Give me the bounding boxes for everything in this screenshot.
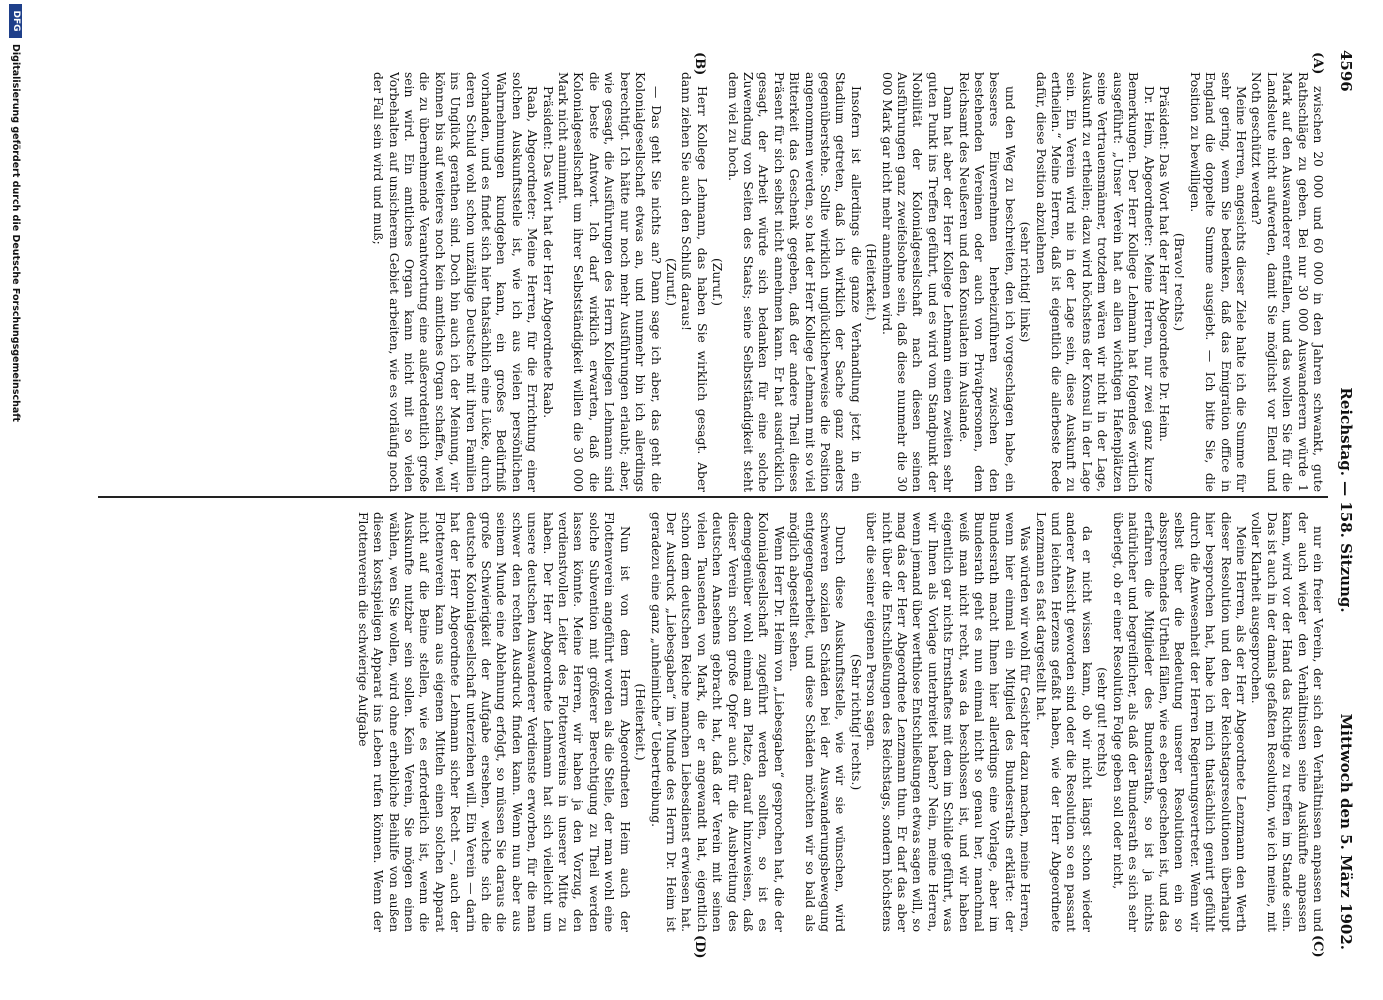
margin-marker-c: (C): [1310, 935, 1325, 958]
paragraph: Präsident: Das Wort hat der Herr Abgeordnete Dr. Heim.: [1156, 86, 1171, 442]
interjection: (Zuruf.): [663, 258, 678, 306]
interjection: (Bravo! rechts.): [1172, 232, 1187, 332]
paragraph: — Das geht Sie nichts an? Dann sage ich aber, das geht die Kolonialgesellschaft etwas an, und nunmehr bin ich allerdings berechtigt. Ich hätte nur noch mehr Ausführungen erlaubt; aber, wie gesagt, die Ausführungen des Herrn Kollegen Lehmann sind die beste Antwort. Ich darf wirklich erwarten, daß die Kolonialgesellschaft um ihrer Selbstständigkeit willen die 30 000 Mark nicht annimmt.: [556, 72, 663, 492]
funding-credit: Digitalisierung gefördert durch die Deutsche Forschungsgemeinschaft: [10, 44, 21, 422]
dfg-logo: DFG: [9, 4, 22, 38]
paragraph: Herr Kollege Lehmann, das haben Sie wirklich gesagt. Aber dann ziehen Sie auch den Schluß daraus!: [679, 72, 709, 492]
paragraph: Durch diese Auskunftsstelle, wie wir sie wünschen, wird schweren sozialen Schäden bei der Auswanderungsbewegung entgegengearbeitet, und diese Schäden möchten wir so bald als möglich abgestellt sehen.: [787, 512, 848, 932]
paragraph: Dann hat aber der Herr Kollege Lehmann einen zweiten sehr guten Punkt ins Treffen geführt, und es wird vom Standpunkt der Nobilität der Kolonialgesellschaft nach diesen seinen Ausführungen ganz zweifelsohne sein, daß diese nunmehr die 30 000 Mark gar nicht mehr annehmen wird.: [879, 72, 956, 492]
paragraph: Wenn Herr Dr. Heim von „Liebesgaben“ gesprochen hat, die der Kolonialgesellschaft zugeführt werden sollten, so ist es demgegenüber wohl einmal am Platze, darauf hinzuweisen, daß dieser Verein schon große Opfer auch für die Ausbreitung des deutschen Ansehens gebracht hat, daß der Verein mit seinen vielen Tausenden von Mark, die er angewandt hat, eigentlich schon dem deutschen Reiche manchen Liebesdienst erwiesen hat. Der Ausdruck „Liebesgaben“ im Munde des Herrn Dr. Heim ist geradezu eine ganz „unheimliche“ Uebertreibung.: [648, 512, 786, 932]
paragraph: Insofern ist allerdings die ganze Verhandlung jetzt in ein Stadium getreten, daß ich wirklich der Sache ganz anders gegenüberstehe. Sollte wirklich unglücklicherweise die Position angenommen werden, so hat der Herr Kollege Lehmann mit so viel Bitterkeit das Geschenk gegeben, daß der andere Theil dieses Präsent für sich selbst nicht annehmen kann. Er hat ausdrücklich gesagt, der Arbeit würde sich bedanken für eine solche Zuwendung von Seiten des Staats; seine Selbstständigkeit steht dem viel zu hoch.: [725, 72, 863, 492]
right-column: [100, 512, 1325, 932]
paragraph: Präsident: Das Wort hat der Herr Abgeordnete Raab.: [540, 86, 555, 419]
page-header: [1333, 50, 1355, 950]
paragraph: nur ein freier Verein, der sich den Verhältnissen anpassen und der auch wieder den Verhältnissen seine Auskünfte anpassen kann, wird vor der Hand das Richtige zu treffen im Stande sein. Das ist auch in der damals gefaßten Resolution, wie ich meine, mit voller Klarheit ausgesprochen.: [1249, 512, 1325, 932]
interjection: (sehr gut! rechts): [1095, 667, 1110, 777]
margin-marker-b: (B): [692, 52, 707, 76]
page-number: 4596: [1337, 50, 1355, 92]
paragraph: Raab, Abgeordneter: Meine Herren, für die Errichtung einer solchen Auskunftsstelle ist, wie ich aus vielen persönlichen Wahrnehmungen kundgeben kann, ein großes Bedürfniß vorhanden, und es findet sich hier thatsächlich eine Lücke, durch deren Schuld wohl schon unzählige Deutsche mit ihren Familien ins Unglück gerathen sind. Doch bin auch ich der Meinung, wir können bis auf weiteres noch kein amtliches Organ schaffen, weil die zu übernehmende Verantwortung eine außerordentlich große sein wird. Ein amtliches Organ kann nicht mit so vielen Vorbehalten auf unsicherem Gebiet arbeiten, wie es vorläufig noch der Fall sein wird und muß;: [371, 72, 540, 492]
margin-marker-d: (D): [692, 935, 707, 959]
interjection: (Heiterkeit.): [864, 243, 879, 321]
page-title: Reichstag. — 158. Sitzung.: [1337, 387, 1355, 613]
interjection: (Sehr richtig! rechts.): [848, 653, 863, 791]
margin-marker-a: (A): [1310, 52, 1325, 75]
paragraph: zwischen 20 000 und 60 000 in den Jahren schwankt, gute Rathschläge zu geben. Bei nur 30 000 Auswanderern würde 1 Mark auf den Auswanderer entfallen, und das wollen Sie für die Landsleute nicht aufwerden, damit Sie möglichst vor Elend und Noth geschützt werden?: [1249, 72, 1325, 492]
paragraph: da er nicht wissen kann, ob wir nicht längst schon wieder anderer Ansicht geworden sind oder die Resolution so en passant und leichten Herzens gefaßt haben, wie der Herr Abgeordnete Lenzmann es fast dargestellt hat.: [1033, 512, 1094, 932]
paragraph: Meine Herren, angesichts dieser Ziele halte ich die Summe für sehr gering, wenn Sie bedenken, daß das Emigration office in England die doppelte Summe ausgiebt. — Ich bitte Sie, die Position zu bewilligen.: [1187, 72, 1248, 492]
paragraph: Meine Herren, als der Herr Abgeordnete Lenzmann den Werth dieser Resolution und den der Reichstagsresolutionen überhaupt hier besprochen hat, habe ich mich thatsächlich genirt gefühlt durch die Anwesenheit der Herren Regierungsvertreter. Wenn wir selbst über die Bedeutung unserer Resolutionen ein so abssprechendes Urtheil fällen, wie es eben geschehen ist, und das erfahren die Mitglieder des Bundesraths, so ist ja nichts natürlicher und begreiflicher, als daß der Bundesrath es sich sehr überlegt, ob er einer Resolution Folge geben soll oder nicht,: [1110, 512, 1248, 932]
paragraph: Dr. Heim, Abgeordneter: Meine Herren, nur zwei ganz kurze Bemerkungen. Der Herr Kollege Lehmann hat folgendes wörtlich ausgeführt: „Unser Verein hat an allen wichtigen Hafenplätzen seine Vertrauensmänner, trotzdem wären wir nicht in der Lage, Auskunft zu ertheilen; dazu wird höchstens der Konsul in der Lage sein. Ein Verein wird nie in der Lage sein, diese Auskunft zu ertheilen.“ Meine Herren, daß ist eigentlich die allerbeste Rede dafür, diese Position abzulehnen: [1033, 72, 1156, 492]
left-column: [100, 72, 1325, 492]
interjection: (Zuruf.): [710, 258, 725, 306]
session-date: Mittwoch den 5. März 1902.: [1337, 713, 1355, 950]
paragraph: Was würden wir wohl für Gesichter dazu machen, meine Herren, wenn hier einmal ein Mitglied des Bundesraths erklärte: der Bundesrath macht Ihnen hier allerdings eine Vorlage, aber im Bundesrath geht es nun einmal nicht so genau her, manchmal weiß man nicht recht, was da beschlossen ist, und wir haben eigentlich gar nichts Ernsthaftes mit dem im Schilde geführt, was wir Ihnen als Vorlage unterbreitet haben? Nein, meine Herren, wenn jemand über werthlose Entschließungen etwas sagen will, so mag das der Herr Abgeordnete Lenzmann thun. Er darf das aber nicht über die Entschließungen des Reichstags, sondern höchstens über die seiner eigenen Person sagen.: [864, 512, 1033, 932]
interjection: (Heiterkeit.): [633, 683, 648, 761]
interjection: (sehr richtig! links): [1018, 221, 1033, 343]
paragraph: und den Weg zu beschreiten, den ich vorgeschlagen habe, ein besseres Einvernehmen herbeizuführen zwischen den bestehenden Vereinen oder auch von Privatpersonen, dem Reichsamt des Neußeren und den Konsulaten im Auslande.: [956, 72, 1017, 492]
column-divider: [98, 496, 1328, 498]
paragraph: Nun ist von dem Herrn Abgeordneten Heim auch der Flottenverein angeführt worden als die Stelle, der man wohl eine solche Subvention mit größerer Berechtigung zu Theil werden lassen könnte. Meine Herren, wir haben ja den Vorzug, den verdienstvollen Leiter des Flottenvereins in unserer Mitte zu haben. Der Herr Abgeordnete Lehmann hat sich vielleicht um unsere deutschen Auswanderer Verdienste erworben, für die man schwer den rechten Ausdruck finden kann. Wenn nun aber aus seinem Munde eine Ablehnung erfolgt, so müssen Sie daraus die große Schwierigkeit der Aufgabe ersehen, welche sich die deutsche Kolonialgesellschaft unterziehen will. Ein Verein — darin hat der Herr Abgeordnete Lehmann sicher Recht —, auch der Flottenverein kann aus eigenen Mitteln einen solchen Apparat nicht auf die Beine stellen, wie es erforderlich ist, wenn die Auskunfte nutzbar sein sollen. Kein Verein, Sie mögen einen wählen, wen Sie wollen, wird ohne erhebliche Beihilfe von außen diesen kostspieligen Apparat ins Leben rufen können. Wenn der Flottenverein die schwierige Aufgabe: [355, 512, 632, 932]
